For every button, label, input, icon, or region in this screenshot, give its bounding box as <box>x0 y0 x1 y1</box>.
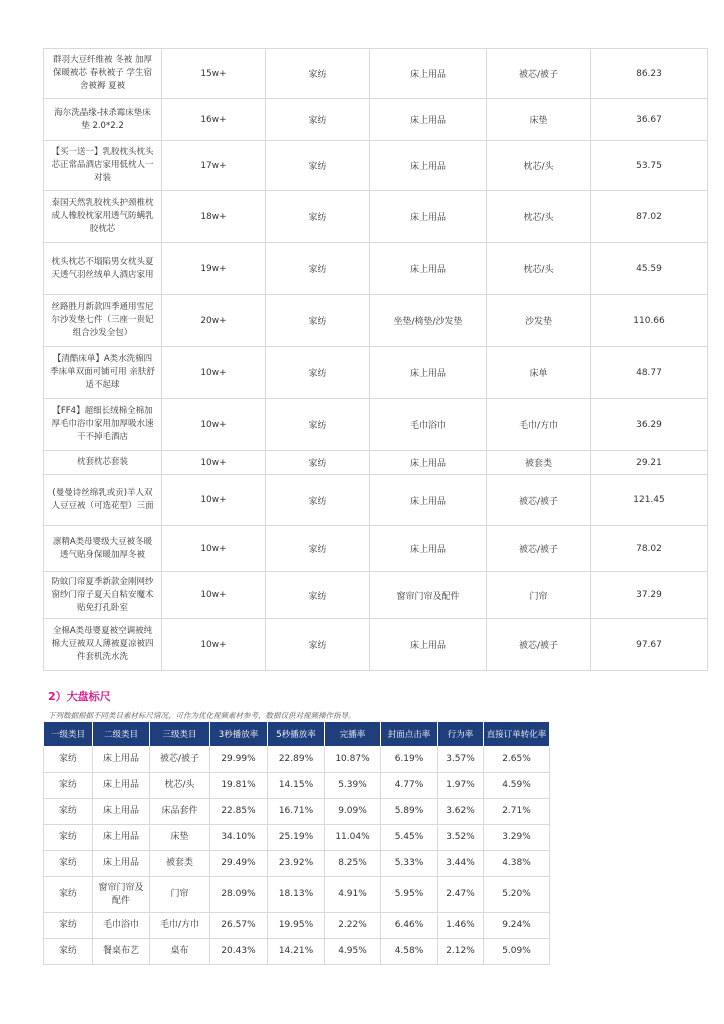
benchmark-header-cell: 5秒播放率 <box>268 722 325 747</box>
product-row <box>44 526 708 572</box>
benchmark-cell: 门帘 <box>150 877 210 913</box>
benchmark-cell: 毛巾/方巾 <box>150 913 210 939</box>
category-level1-cell: 家纺 <box>266 619 370 671</box>
benchmark-cell: 床上用品 <box>93 851 150 877</box>
section-note: 下列数据根据不同类目素材标尺情况，可作为优化视频素材参考，数据仅供对视频操作指导。 <box>48 711 356 720</box>
category-level2-cell: 床上用品 <box>370 475 487 526</box>
benchmark-cell: 家纺 <box>44 747 93 773</box>
benchmark-cell: 4.77% <box>381 773 438 799</box>
benchmark-cell: 2.71% <box>484 799 550 825</box>
value-cell: 45.59 <box>591 243 708 295</box>
value-cell: 36.29 <box>591 399 708 451</box>
benchmark-cell: 床品套件 <box>150 799 210 825</box>
benchmark-cell: 6.19% <box>381 747 438 773</box>
product-name-cell: 【买一送一】乳胶枕头枕头芯正常品酒店家用低枕人一对装 <box>44 141 162 191</box>
benchmark-cell: 3.29% <box>484 825 550 851</box>
benchmark-cell: 5.33% <box>381 851 438 877</box>
benchmark-row <box>44 825 550 851</box>
product-row <box>44 347 708 399</box>
category-level2-cell: 床上用品 <box>370 191 487 243</box>
benchmark-cell: 家纺 <box>44 913 93 939</box>
category-level1-cell: 家纺 <box>266 451 370 475</box>
value-cell: 86.23 <box>591 49 708 99</box>
product-row <box>44 49 708 99</box>
product-row <box>44 399 708 451</box>
product-row <box>44 99 708 141</box>
benchmark-cell: 14.21% <box>268 939 325 965</box>
category-level2-cell: 床上用品 <box>370 243 487 295</box>
category-level3-cell: 毛巾/方巾 <box>487 399 591 451</box>
product-table <box>43 48 708 671</box>
category-level2-cell: 窗帘门帘及配件 <box>370 572 487 619</box>
benchmark-cell: 4.95% <box>325 939 381 965</box>
benchmark-cell: 29.49% <box>210 851 268 877</box>
benchmark-cell: 8.25% <box>325 851 381 877</box>
category-level1-cell: 家纺 <box>266 295 370 347</box>
benchmark-cell: 1.97% <box>438 773 484 799</box>
category-level1-cell: 家纺 <box>266 399 370 451</box>
category-level3-cell: 被芯/被子 <box>487 475 591 526</box>
benchmark-cell: 20.43% <box>210 939 268 965</box>
benchmark-cell: 5.95% <box>381 877 438 913</box>
benchmark-header-cell: 三级类目 <box>150 722 210 747</box>
product-row <box>44 475 708 526</box>
category-level3-cell: 沙发垫 <box>487 295 591 347</box>
benchmark-cell: 床垫 <box>150 825 210 851</box>
benchmark-cell: 22.89% <box>268 747 325 773</box>
category-level1-cell: 家纺 <box>266 526 370 572</box>
benchmark-cell: 10.87% <box>325 747 381 773</box>
product-table-body <box>44 49 708 671</box>
benchmark-cell: 22.85% <box>210 799 268 825</box>
category-level1-cell: 家纺 <box>266 191 370 243</box>
product-row <box>44 295 708 347</box>
benchmark-cell: 6.46% <box>381 913 438 939</box>
volume-cell: 17w+ <box>162 141 266 191</box>
volume-cell: 10w+ <box>162 475 266 526</box>
benchmark-cell: 4.38% <box>484 851 550 877</box>
benchmark-cell: 34.10% <box>210 825 268 851</box>
value-cell: 97.67 <box>591 619 708 671</box>
benchmark-header-cell: 行为率 <box>438 722 484 747</box>
product-name-cell: 丝路胜月新款四季通用雪尼尔沙发垫七件（三座一贵妃组合沙发全包） <box>44 295 162 347</box>
benchmark-table-body <box>44 747 550 965</box>
benchmark-row <box>44 747 550 773</box>
category-level1-cell: 家纺 <box>266 141 370 191</box>
category-level3-cell: 被芯/被子 <box>487 619 591 671</box>
volume-cell: 10w+ <box>162 347 266 399</box>
benchmark-cell: 2.47% <box>438 877 484 913</box>
benchmark-cell: 家纺 <box>44 939 93 965</box>
benchmark-row <box>44 773 550 799</box>
benchmark-cell: 枕芯/头 <box>150 773 210 799</box>
product-row <box>44 619 708 671</box>
benchmark-cell: 9.09% <box>325 799 381 825</box>
category-level2-cell: 床上用品 <box>370 619 487 671</box>
category-level2-cell: 床上用品 <box>370 49 487 99</box>
product-name-cell: 泰国天然乳胶枕头护颈椎枕成人橡胶枕家用透气防螨乳胶枕芯 <box>44 191 162 243</box>
benchmark-cell: 床上用品 <box>93 799 150 825</box>
benchmark-cell: 毛巾浴巾 <box>93 913 150 939</box>
benchmark-cell: 4.59% <box>484 773 550 799</box>
benchmark-cell: 2.22% <box>325 913 381 939</box>
category-level2-cell: 坐垫/椅垫/沙发垫 <box>370 295 487 347</box>
category-level1-cell: 家纺 <box>266 243 370 295</box>
benchmark-cell: 家纺 <box>44 773 93 799</box>
benchmark-cell: 窗帘门帘及配件 <box>93 877 150 913</box>
benchmark-cell: 5.09% <box>484 939 550 965</box>
category-level2-cell: 毛巾浴巾 <box>370 399 487 451</box>
category-level2-cell: 床上用品 <box>370 99 487 141</box>
product-row <box>44 243 708 295</box>
product-name-cell: 凛精A类母婴级大豆被冬暖透气贴身保暖加厚冬被 <box>44 526 162 572</box>
volume-cell: 18w+ <box>162 191 266 243</box>
category-level2-cell: 床上用品 <box>370 451 487 475</box>
category-level3-cell: 床垫 <box>487 99 591 141</box>
benchmark-cell: 家纺 <box>44 825 93 851</box>
benchmark-cell: 19.95% <box>268 913 325 939</box>
category-level3-cell: 被芯/被子 <box>487 49 591 99</box>
benchmark-cell: 桌布 <box>150 939 210 965</box>
value-cell: 36.67 <box>591 99 708 141</box>
benchmark-cell: 19.81% <box>210 773 268 799</box>
value-cell: 87.02 <box>591 191 708 243</box>
benchmark-cell: 4.91% <box>325 877 381 913</box>
benchmark-table <box>43 721 550 965</box>
category-level1-cell: 家纺 <box>266 475 370 526</box>
benchmark-cell: 餐桌布艺 <box>93 939 150 965</box>
volume-cell: 10w+ <box>162 619 266 671</box>
category-level3-cell: 床单 <box>487 347 591 399</box>
category-level3-cell: 枕芯/头 <box>487 243 591 295</box>
benchmark-cell: 家纺 <box>44 799 93 825</box>
benchmark-row <box>44 851 550 877</box>
benchmark-cell: 28.09% <box>210 877 268 913</box>
category-level3-cell: 门帘 <box>487 572 591 619</box>
product-name-cell: 枕套枕芯套装 <box>44 451 162 475</box>
category-level2-cell: 床上用品 <box>370 141 487 191</box>
category-level3-cell: 被套类 <box>487 451 591 475</box>
value-cell: 48.77 <box>591 347 708 399</box>
benchmark-cell: 26.57% <box>210 913 268 939</box>
benchmark-cell: 床上用品 <box>93 825 150 851</box>
benchmark-row <box>44 913 550 939</box>
benchmark-header-cell: 封面点击率 <box>381 722 438 747</box>
product-name-cell: 防蚊门帘夏季新款金刚网纱窗纱门帘子夏天自粘安魔术贴免打孔卧室 <box>44 572 162 619</box>
volume-cell: 10w+ <box>162 572 266 619</box>
product-row <box>44 141 708 191</box>
benchmark-header-cell: 3秒播放率 <box>210 722 268 747</box>
benchmark-cell: 2.12% <box>438 939 484 965</box>
value-cell: 37.29 <box>591 572 708 619</box>
product-name-cell: 群羽大豆纤维被 冬被 加厚保暖被芯 春秋被子 学生宿舍被褥 夏被 <box>44 49 162 99</box>
product-name-cell: 枕头枕芯不塌陷男女枕头夏天透气羽丝绒单人酒店家用 <box>44 243 162 295</box>
benchmark-cell: 9.24% <box>484 913 550 939</box>
benchmark-row <box>44 877 550 913</box>
benchmark-header-row <box>44 722 550 747</box>
category-level1-cell: 家纺 <box>266 347 370 399</box>
product-name-cell: 全棉A类母婴夏被空调被纯棉大豆被双人薄被夏凉被四件套机洗水洗 <box>44 619 162 671</box>
value-cell: 121.45 <box>591 475 708 526</box>
product-row <box>44 451 708 475</box>
benchmark-cell: 床上用品 <box>93 773 150 799</box>
benchmark-cell: 1.46% <box>438 913 484 939</box>
benchmark-cell: 3.62% <box>438 799 484 825</box>
benchmark-header-cell: 一级类目 <box>44 722 93 747</box>
benchmark-cell: 3.52% <box>438 825 484 851</box>
category-level3-cell: 枕芯/头 <box>487 191 591 243</box>
benchmark-header-cell: 直接订单转化率 <box>484 722 550 747</box>
volume-cell: 10w+ <box>162 451 266 475</box>
product-name-cell: (曼曼诗丝绵乳或贡)羊人双人豆豆被（可选花型）三面 <box>44 475 162 526</box>
benchmark-cell: 被套类 <box>150 851 210 877</box>
product-row <box>44 191 708 243</box>
benchmark-cell: 16.71% <box>268 799 325 825</box>
benchmark-row <box>44 799 550 825</box>
volume-cell: 10w+ <box>162 526 266 572</box>
product-row <box>44 572 708 619</box>
benchmark-cell: 床上用品 <box>93 747 150 773</box>
benchmark-cell: 5.20% <box>484 877 550 913</box>
benchmark-cell: 5.89% <box>381 799 438 825</box>
volume-cell: 10w+ <box>162 399 266 451</box>
value-cell: 53.75 <box>591 141 708 191</box>
benchmark-cell: 被芯/被子 <box>150 747 210 773</box>
benchmark-cell: 25.19% <box>268 825 325 851</box>
volume-cell: 16w+ <box>162 99 266 141</box>
product-name-cell: 海尔洗晶缘-抹杀霉床垫床垫 2.0*2.2 <box>44 99 162 141</box>
benchmark-header-cell: 二级类目 <box>93 722 150 747</box>
benchmark-row <box>44 939 550 965</box>
benchmark-header-cell: 完播率 <box>325 722 381 747</box>
benchmark-cell: 18.13% <box>268 877 325 913</box>
benchmark-cell: 23.92% <box>268 851 325 877</box>
benchmark-cell: 14.15% <box>268 773 325 799</box>
category-level1-cell: 家纺 <box>266 572 370 619</box>
product-name-cell: 【清酷床单】A类水洗棉四季床单双面可铺可用 亲肤舒适不起球 <box>44 347 162 399</box>
section-title: 2）大盘标尺 <box>48 690 111 703</box>
volume-cell: 19w+ <box>162 243 266 295</box>
benchmark-cell: 29.99% <box>210 747 268 773</box>
value-cell: 110.66 <box>591 295 708 347</box>
value-cell: 29.21 <box>591 451 708 475</box>
benchmark-cell: 2.65% <box>484 747 550 773</box>
benchmark-cell: 5.39% <box>325 773 381 799</box>
category-level2-cell: 床上用品 <box>370 526 487 572</box>
category-level2-cell: 床上用品 <box>370 347 487 399</box>
category-level3-cell: 被芯/被子 <box>487 526 591 572</box>
value-cell: 78.02 <box>591 526 708 572</box>
category-level3-cell: 枕芯/头 <box>487 141 591 191</box>
benchmark-cell: 家纺 <box>44 851 93 877</box>
category-level1-cell: 家纺 <box>266 49 370 99</box>
benchmark-cell: 4.58% <box>381 939 438 965</box>
volume-cell: 20w+ <box>162 295 266 347</box>
product-name-cell: 【FF4】超细长绒棉全棉加厚毛巾浴巾家用加厚吸水速干不掉毛酒店 <box>44 399 162 451</box>
benchmark-cell: 3.44% <box>438 851 484 877</box>
benchmark-cell: 家纺 <box>44 877 93 913</box>
benchmark-cell: 5.45% <box>381 825 438 851</box>
benchmark-cell: 3.57% <box>438 747 484 773</box>
volume-cell: 15w+ <box>162 49 266 99</box>
benchmark-cell: 11.04% <box>325 825 381 851</box>
category-level1-cell: 家纺 <box>266 99 370 141</box>
